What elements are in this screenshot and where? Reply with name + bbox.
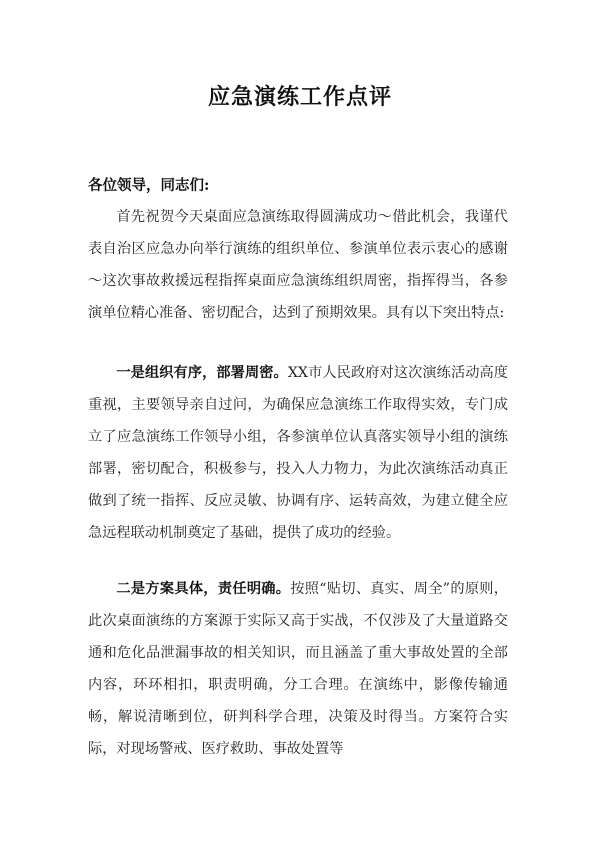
- paragraph-point-two: [88, 573, 508, 765]
- paragraph-text: 首先祝贺今天桌面应急演练取得圆满成功～借此机会，我谨代表自治区应急办向举行演练的组织单位、参演单位表示衷心的感谢～这次事故救援远程指挥桌面应急演练组织周密，指挥得当，各参演单位精心准备、密切配合，达到了预期效果。具有以下突出特点:: [88, 209, 508, 321]
- paragraph-point-one: [88, 357, 508, 549]
- paragraph-text: XX市人民政府对这次演练活动高度重视，主要领导亲自过问，为确保应急演练工作取得实效，专门成立了应急演练工作领导小组，各参演单位认真落实领导小组的演练部署，密切配合，积极参与，投入人力物力，为此次演练活动真正做到了统一指挥、反应灵敏、协调有序、运转高效，为建立健全应急远程联动机制奠定了基础，提供了成功的经验。: [88, 365, 508, 541]
- paragraph-lead: 二是方案具体，责任明确。: [116, 581, 291, 597]
- paragraph-opening: [88, 201, 508, 329]
- document-title: 应急演练工作点评: [207, 84, 392, 110]
- paragraph-lead: 一是组织有序，部署周密。: [116, 365, 288, 381]
- salutation: 各位领导，同志们:: [88, 177, 210, 194]
- paragraph-text: 按照“贴切、真实、周全”的原则，此次桌面演练的方案源于实际又高于实战，不仅涉及了大量道路交通和危化品泄漏事故的相关知识，而且涵盖了重大事故处置的全部内容，环环相扣，职责明确，分工合理。在演练中，影像传输通畅，解说清晰到位，研判科学合理，决策及时得当。方案符合实际，对现场警戒、医疗救助、事故处置等: [88, 581, 508, 757]
